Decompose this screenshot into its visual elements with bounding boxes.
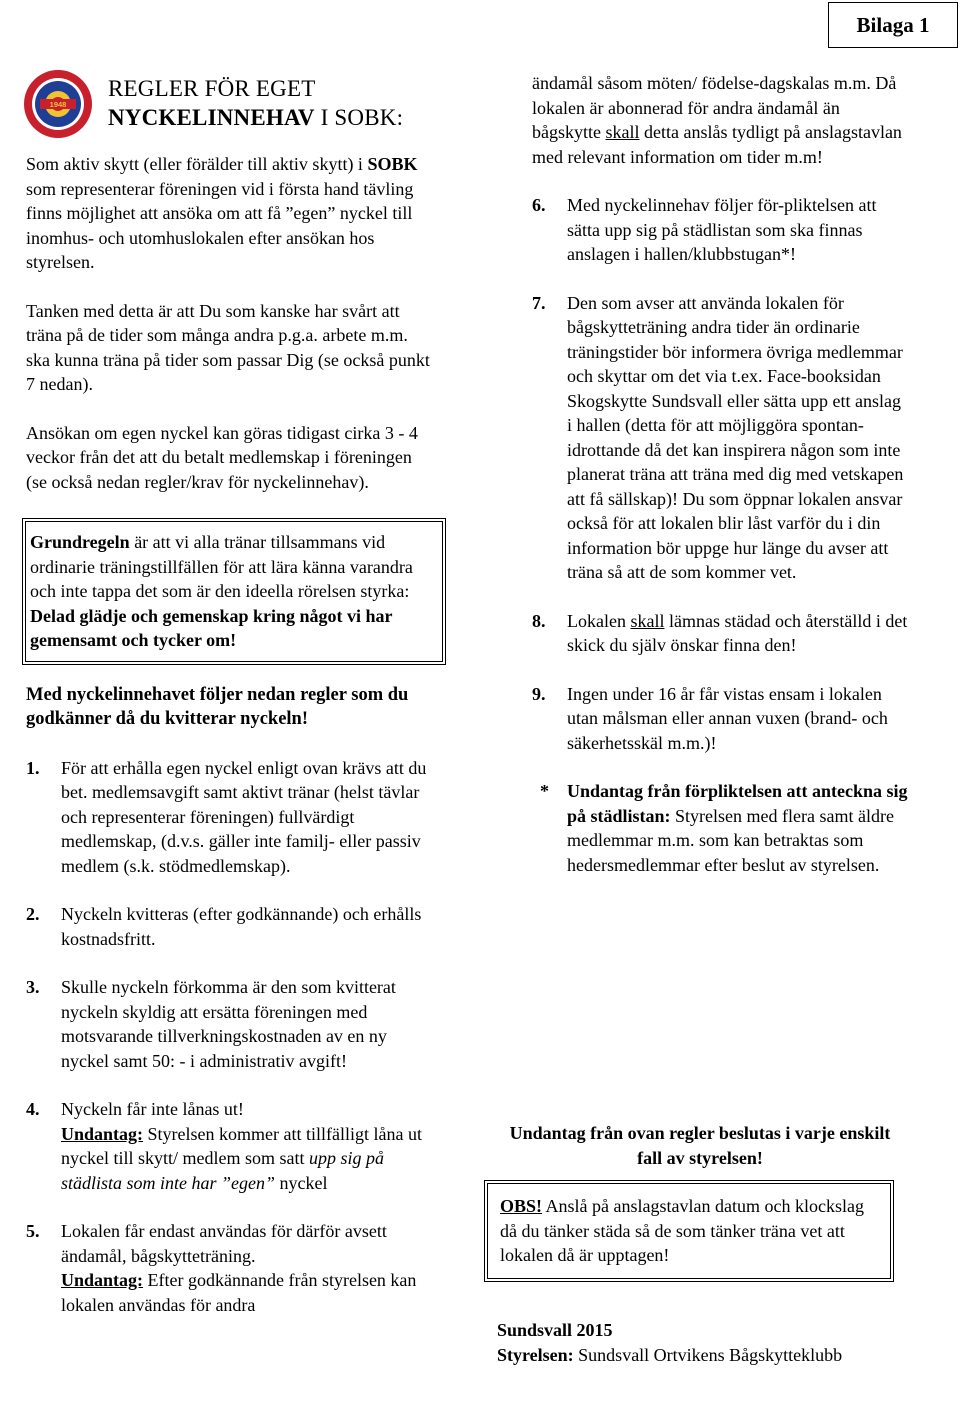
obs-box <box>484 1180 894 1282</box>
right-column <box>532 71 908 877</box>
rules-intro: Med nyckelinnehavet följer nedan regler som du godkänner då du kvitterar nyckeln! <box>26 684 409 729</box>
obs-text: Anslå på anslagstavlan datum och klockslag då du tänker städa så de som tänker träna vet att lokalen då är upptagen! <box>500 1196 864 1265</box>
rule-3: 3. Skulle nyckeln förkomma är den som kvitterat nyckeln skyldig att ersätta föreningen med motsvarande tillverkningskostnaden av en ny nyckel samt 50: - i administrativ avgift! <box>26 977 396 1071</box>
rule-5: 5. Lokalen får endast användas för därför avsett ändamål, bågskytteträning. Undantag: Efter godkännande från styrelsen kan lokalen användas för andra <box>26 1221 417 1315</box>
intro-paragraph-3: Ansökan om egen nyckel kan göras tidigast cirka 3 - 4 veckor från det att du betalt medlemskap i föreningen (se också nedan regler/krav för nyckelinnehav). <box>26 422 418 492</box>
obs-label: OBS! <box>500 1196 543 1216</box>
rule-7: 7. Den som avser att använda lokalen för bågskytteträning andra tider än ordinarie träningstider bör informera övriga medlemmar och skyttar om det via t.ex. Face-booksidan Skogskytte Sundsvall eller sätta upp ett anslag i hallen (detta för att möjliggöra spontan-idrottande då det kan inspirera någon som inte planerat träna att träna med dig med vetskapen att få sällskap)! Du som öppnar lokalen ansvar också för att lokalen blir låst varför du i din information bör uppge hur länge du avser att träna så att de som kommer vet. <box>532 292 904 582</box>
basic-rule-box: Grundregeln är att vi alla tränar tillsammans vid ordinarie träningstillfällen för att lära känna varandra och inte tappa det som är den ideella rörelsen styrka: Delad glädje och gemenskap kring något vi har gemensamt och tycker om! <box>22 518 446 665</box>
club-logo <box>22 68 94 140</box>
rule-6: 6. Med nyckelinnehav följer för-pliktelsen att sätta upp sig på städlistan som ska finnas anslagen i hallen/klubbstugan*! <box>532 195 877 264</box>
place-year: Sundsvall 2015 <box>497 1320 613 1340</box>
title-emphasis: NYCKELINNEHAV <box>108 105 315 130</box>
exception-note: Undantag från ovan regler beslutas i varje enskilt fall av styrelsen! <box>509 1123 891 1168</box>
rule-8: 8. Lokalen skall lämnas städad och återställd i det skick du själv önskar finna den! <box>532 610 908 655</box>
rule-4: 4. Nyckeln får inte lånas ut! Undantag: Styrelsen kommer att tillfälligt låna ut nyckel till skytt/ medlem som satt upp sig på städlista som inte har ”egen” nyckel <box>26 1099 422 1193</box>
title-suffix: I SOBK: <box>314 105 404 130</box>
rule-2: 2. Nyckeln kvitteras (efter godkännande) och erhålls kostnadsfritt. <box>26 904 422 949</box>
rule-1: 1. För att erhålla egen nyckel enligt ovan krävs att du bet. medlemsavgift samt aktivt tränar (helst tävlar och representerar föreningen) fullvärdigt medlemskap, (d.v.s. gäller inte familj- eller passiv medlem (s.k. stödmedlemskap). <box>26 757 427 876</box>
page-title <box>108 74 403 132</box>
left-column <box>26 152 436 1341</box>
signer-name: Sundsvall Ortvikens Bågskytteklubb <box>573 1344 843 1365</box>
intro-paragraph-2: Tanken med detta är att Du som kanske har svårt att träna på de tider som många andra p.g.a. arbete m.m. ska kunna träna på tider som passar Dig (se också punkt 7 nedan). <box>26 300 430 394</box>
intro-paragraph-1: Som aktiv skytt (eller förälder till aktiv skytt) i SOBK som representerar föreningen vid i första hand tävling finns möjlighet att ansöka om att få ”egen” nyckel till inomhus- och utomhuslokalen efter ansökan hos styrelsen. <box>26 154 418 272</box>
appendix-label: Bilaga 1 <box>828 2 958 48</box>
title-line-1: REGLER FÖR EGET <box>108 76 316 101</box>
signature-block <box>497 1318 937 1367</box>
rule-9: 9. Ingen under 16 år får vistas ensam i lokalen utan målsman eller annan vuxen (brand- och säkerhetsskäl m.m.)! <box>532 683 888 753</box>
footnote: * Undantag från förpliktelsen att anteckna sig på städlistan: Styrelsen med flera samt äldre medlemmar m.m. som kan betraktas som hedersmedlemmar efter beslut av styrelsen. <box>540 781 908 875</box>
signer-label: Styrelsen: <box>497 1344 574 1365</box>
logo-year: 1948 <box>49 100 67 109</box>
rule-5-continued: ändamål såsom möten/ födelse-dagskalas m.m. Då lokalen är abonnerad för andra ändamål än bågskytte skall detta anslås tydligt på anslagstavlan med relevant information om tider m.m! <box>532 73 902 167</box>
